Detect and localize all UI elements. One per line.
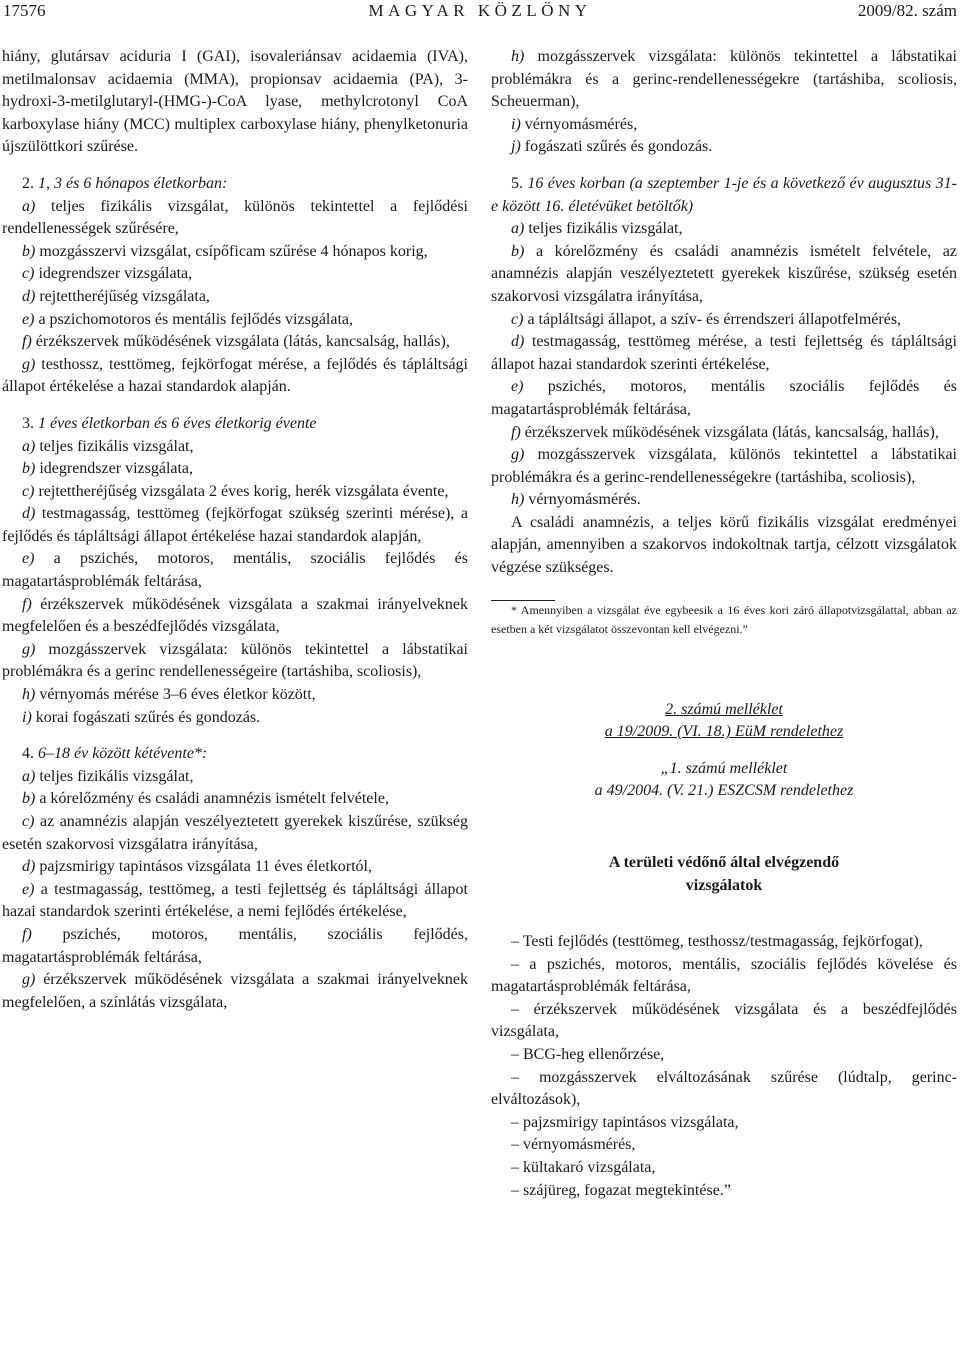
closing-paragraph: A családi anamnézis, a teljes körű fizikális vizsgálat eredményei alapján, amennyiben a szakorvos indokoltnak tartja, célzott vizsgálatok végzése szükséges. <box>491 513 957 577</box>
list-item: – a pszichés, motoros, mentális, szociális fejlődés kövelése és magatartásproblémák feltárása, <box>491 955 957 996</box>
list-item: b) a kórelőzmény és családi anamnézis ismételt felvétele, az anamnézis alapján veszélyeztetett gyerekek kiszűrése, szükség esetén szakorvosi vizsgálatra irányítása, <box>491 242 958 305</box>
list-item: d) pajzsmirigy tapintásos vizsgálata 11 éves életkortól, <box>22 858 372 876</box>
list-item: f) érzékszervek működésének vizsgálata (látás, kancsalság, hallás), <box>22 333 450 351</box>
list-item: – szájüreg, fogazat megtekintése.” <box>511 1181 731 1199</box>
annex-original-reference: „1. számú melléklet <box>660 759 788 777</box>
list-item: a) teljes fizikális vizsgálat, <box>22 767 194 785</box>
section-2-heading: 2. 1, 3 és 6 hónapos életkorban: <box>22 174 228 192</box>
list-item: – Testi fejlődés (testtömeg, testhossz/testmagasság, fejkörfogat), <box>511 933 923 951</box>
list-item: – mozgásszervek elváltozásának szűrése (lúdtalp, gerinc-elváltozások), <box>491 1068 957 1109</box>
list-item: a) teljes fizikális vizsgálat, különös tekintettel a fejlődési rendellenességek szűrésére, <box>2 197 469 238</box>
list-item: h) vérnyomásmérés. <box>511 491 641 509</box>
list-item: e) a pszichés, motoros, mentális, szociális fejlődés és magatartásproblémák feltárása, <box>2 550 468 591</box>
footnote: * Amennyiben a vizsgálat éve egybeesik a 16 éves kori záró állapotvizsgálattal, abban az esetben a két vizsgálatot összevontan kell elvégezni.” <box>491 602 957 636</box>
annex-original-decree: a 49/2004. (V. 21.) ESZCSM rendelethez <box>594 782 854 800</box>
list-item: c) az anamnézis alapján veszélyeztetett gyerekek kiszűrése, szükség esetén szakorvosi vizsgálatra irányítása, <box>2 813 469 853</box>
list-item: g) testhossz, testtömeg, fejkörfogat mérése, a fejlődés és tápláltsági állapot értékelése a hazai standardok alapján. <box>2 355 469 396</box>
intro-paragraph: hiány, glutársav aciduria I (GAI), isovaleriánsav acidaemia (IVA), metilmalonsav acidaemia (MMA), propionsav acidaemia (PA), 3-hydroxi-3-metilglutaryl-(HMG-)-CoA lyase, methylcrotonyl CoA karboxylase hiány (MCC) multiplex carboxylase hiány, phenylketonuria újszülöttkori szűrése. <box>2 48 468 156</box>
list-item: h) mozgásszervek vizsgálata: különös tekintettel a lábstatikai problémákra és a gerinc-rendellenességekre (tartáshiba, scoliosis, Scheuerman), <box>491 48 958 111</box>
section-4-heading: 4. 6–18 év között kétévente*: <box>22 745 208 763</box>
list-item: – kültakaró vizsgálata, <box>511 1158 656 1176</box>
list-item: c) idegrendszer vizsgálata, <box>22 265 193 283</box>
list-item: b) mozgásszervi vizsgálat, csípőficam szűrése 4 hónapos korig, <box>22 242 428 260</box>
annex-reference: 2. számú melléklet <box>665 700 783 718</box>
list-item: a) teljes fizikális vizsgálat, <box>22 437 194 455</box>
list-item: e) a pszichomotoros és mentális fejlődés vizsgálata, <box>22 310 354 328</box>
page-header <box>0 0 960 22</box>
list-item: a) teljes fizikális vizsgálat, <box>511 220 683 238</box>
list-item: e) pszichés, motoros, mentális szociális fejlődés és magatartásproblémák feltárása, <box>491 378 958 418</box>
section-3-heading: 3. 1 éves életkorban és 6 éves életkorig évente <box>22 414 317 432</box>
list-item: i) vérnyomásmérés, <box>511 115 638 133</box>
list-item: – BCG-heg ellenőrzése, <box>511 1046 665 1063</box>
list-item: e) a testmagasság, testtömeg, a testi fejlettség és tápláltsági állapot hazai standardok szerinti értékelése, a nemi fejlődés értékelése, <box>2 880 469 921</box>
journal-title: MAGYAR KÖZLÖNY <box>368 1 592 20</box>
annex-decree: a 19/2009. (VI. 18.) EüM rendelethez <box>604 723 844 741</box>
list-item: g) érzékszervek működésének vizsgálata a szakmai irányelveknek megfelelően, a színlátás vizsgálata, <box>2 971 469 1011</box>
list-item: b) idegrendszer vizsgálata, <box>22 460 194 478</box>
page-number: 17576 <box>3 1 46 20</box>
list-item: d) rejtettheréjűség vizsgálata, <box>22 287 210 305</box>
list-item: – vérnyomásmérés, <box>511 1136 636 1154</box>
list-item: d) testmagasság, testtömeg (fejkörfogat szükség szerinti mérése), a fejlődés és tápláltsági állapot értékelése hazai standardok alapján, <box>2 505 468 545</box>
left-column <box>2 46 468 1014</box>
list-item: – érzékszervek működésének vizsgálata és a beszédfejlődés vizsgálata, <box>491 1000 957 1041</box>
list-item: b) a kórelőzmény és családi anamnézis ismételt felvétele, <box>22 790 389 808</box>
list-item: g) mozgásszervek vizsgálata: különös tekintettel a lábstatikai problémákra és a gerinc rendellenességeire (tartáshiba, scoliosis), <box>2 640 469 681</box>
list-item: – pajzsmirigy tapintásos vizsgálata, <box>511 1113 739 1131</box>
list-item: h) vérnyomás mérése 3–6 éves életkor között, <box>22 686 316 704</box>
issue-number: 2009/82. szám <box>857 1 957 20</box>
list-item: c) rejtettheréjűség vizsgálata 2 éves korig, herék vizsgálata évente, <box>22 482 449 500</box>
annex-title-continued: vizsgálatok <box>685 877 763 895</box>
list-item: i) korai fogászati szűrés és gondozás. <box>22 708 261 726</box>
list-item: f) érzékszervek működésének vizsgálata (látás, kancsalság, hallás), <box>511 423 939 441</box>
list-item: j) fogászati szűrés és gondozás. <box>511 138 713 156</box>
list-item: g) mozgásszervek vizsgálata, különös tekintettel a lábstatikai problémákra és a gerinc-rendellenességekre (tartáshiba, scoliosis), <box>491 446 957 486</box>
list-item: f) pszichés, motoros, mentális, szociális fejlődés, magatartásproblémák feltárása, <box>2 925 469 966</box>
list-item: d) testmagasság, testtömeg mérése, a testi fejlettség és tápláltsági állapot hazai standardok szerinti értékelése, <box>491 333 957 373</box>
list-item: f) érzékszervek működésének vizsgálata a szakmai irányelveknek megfelelően és a beszédfejlődés vizsgálata, <box>2 595 468 636</box>
right-column <box>491 46 957 1202</box>
list-item: c) a tápláltsági állapot, a szív- és érrendszeri állapotfelmérés, <box>511 310 902 328</box>
section-5-heading: 5. 16 éves korban (a szeptember 1-je és a következő év augusztus 31-e között 16. életévüket betöltők) <box>491 174 957 215</box>
annex-title: A területi védőnő által elvégzendő <box>608 854 840 872</box>
